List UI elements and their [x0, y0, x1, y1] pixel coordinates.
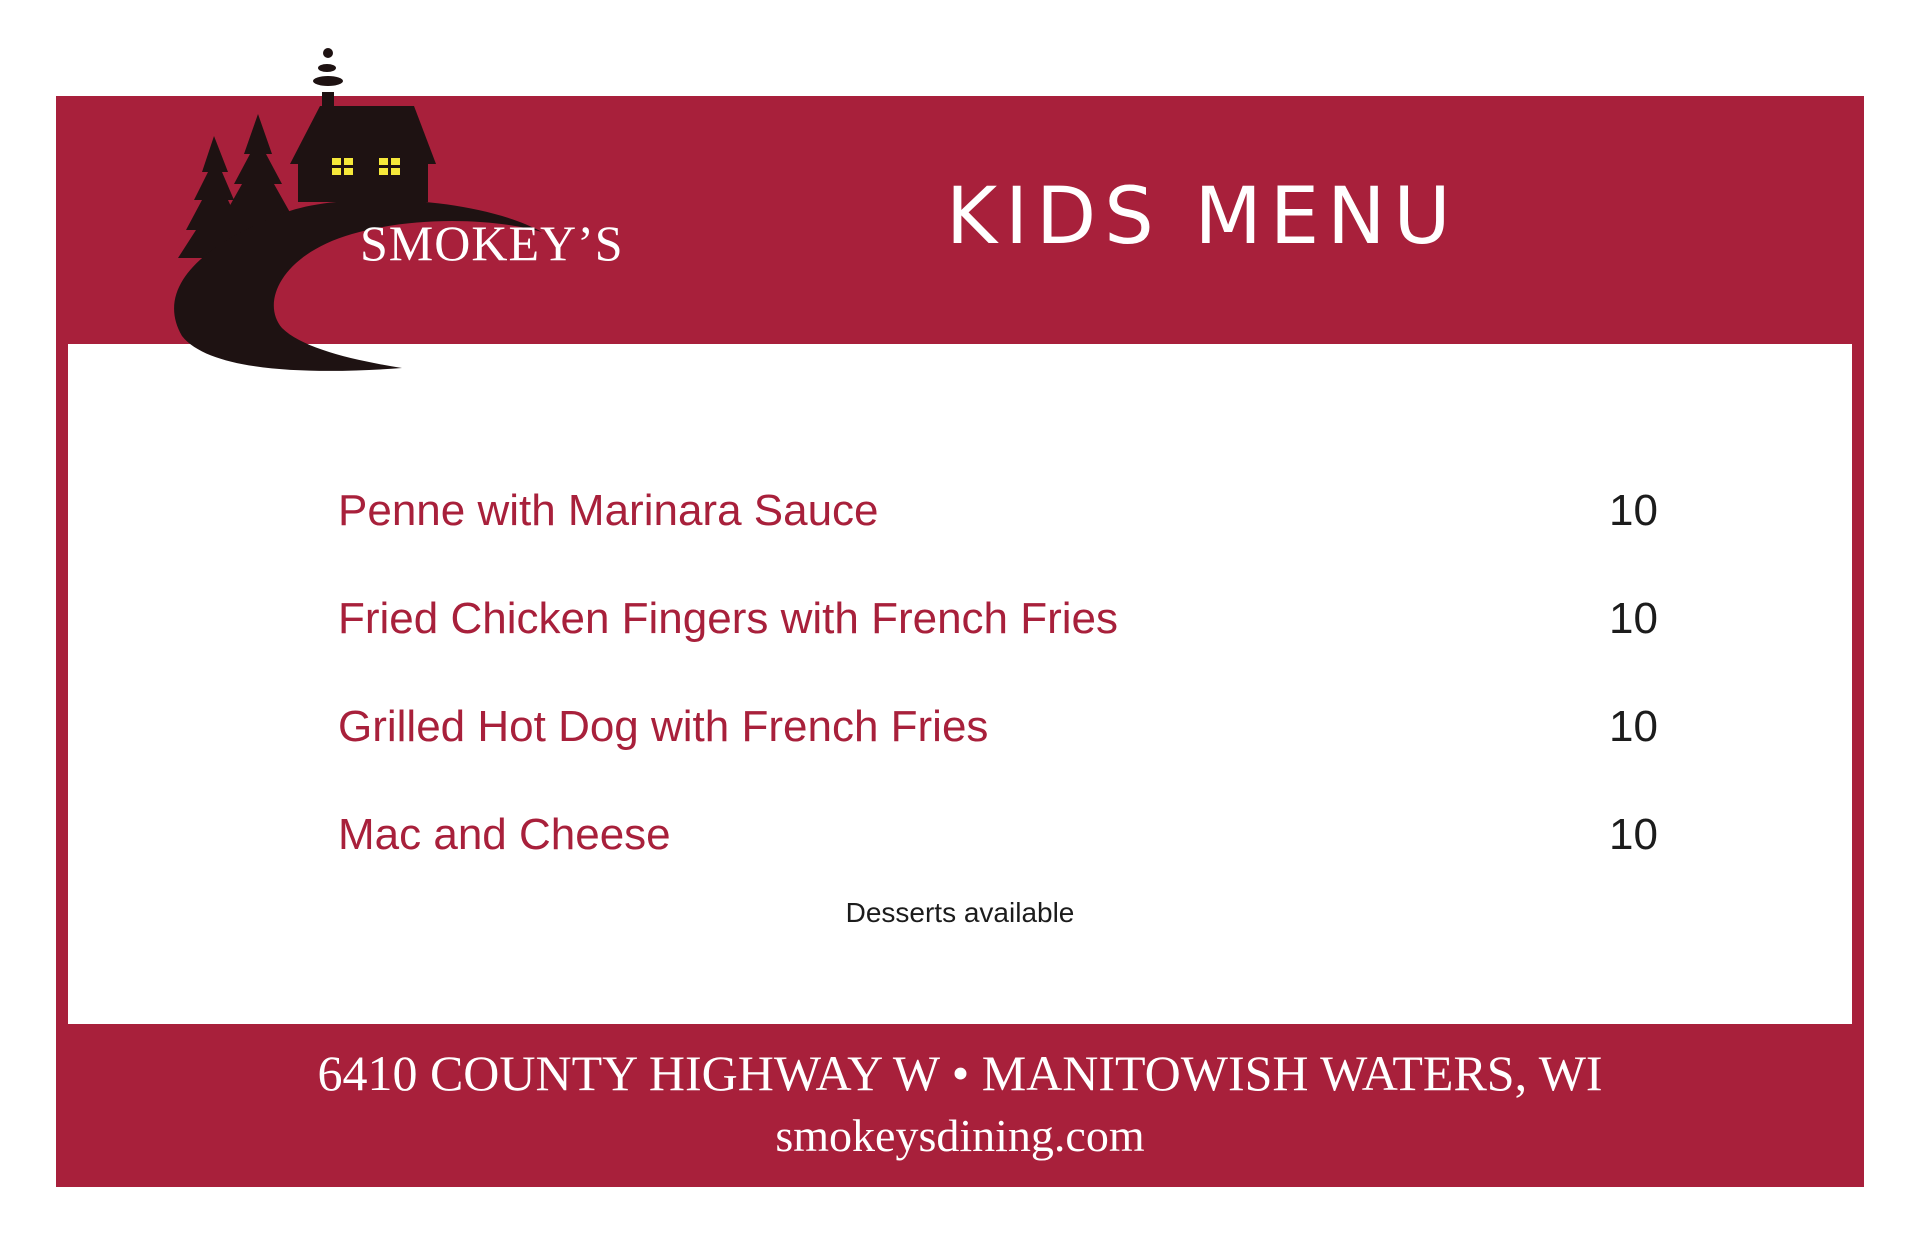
- smokeys-logo: [132, 44, 672, 374]
- menu-item-name: Grilled Hot Dog with French Fries: [338, 702, 989, 751]
- menu-list: [338, 484, 1658, 916]
- menu-item-price: 10: [1609, 810, 1658, 859]
- desserts-note: Desserts available: [845, 897, 1075, 928]
- menu-item: [338, 592, 1658, 700]
- menu-item: [338, 700, 1658, 808]
- menu-item-price: 10: [1609, 486, 1658, 535]
- footer-website: smokeysdining.com: [775, 1110, 1145, 1161]
- menu-item-name: Fried Chicken Fingers with French Fries: [338, 594, 1119, 643]
- menu-item-price: 10: [1609, 594, 1658, 643]
- menu-item-price: 10: [1609, 702, 1658, 751]
- logo-text: SMOKEY’S: [360, 215, 624, 271]
- footer-address: 6410 COUNTY HIGHWAY W • MANITOWISH WATERS, WI: [317, 1045, 1603, 1101]
- menu-item-name: Penne with Marinara Sauce: [338, 486, 879, 535]
- menu-body: [68, 344, 1852, 1024]
- menu-item: [338, 484, 1658, 592]
- menu-card: [56, 96, 1864, 1187]
- cabin-trees-logo-icon: [132, 44, 672, 374]
- menu-item-name: Mac and Cheese: [338, 810, 671, 859]
- page-title: KIDS MENU: [946, 172, 1459, 262]
